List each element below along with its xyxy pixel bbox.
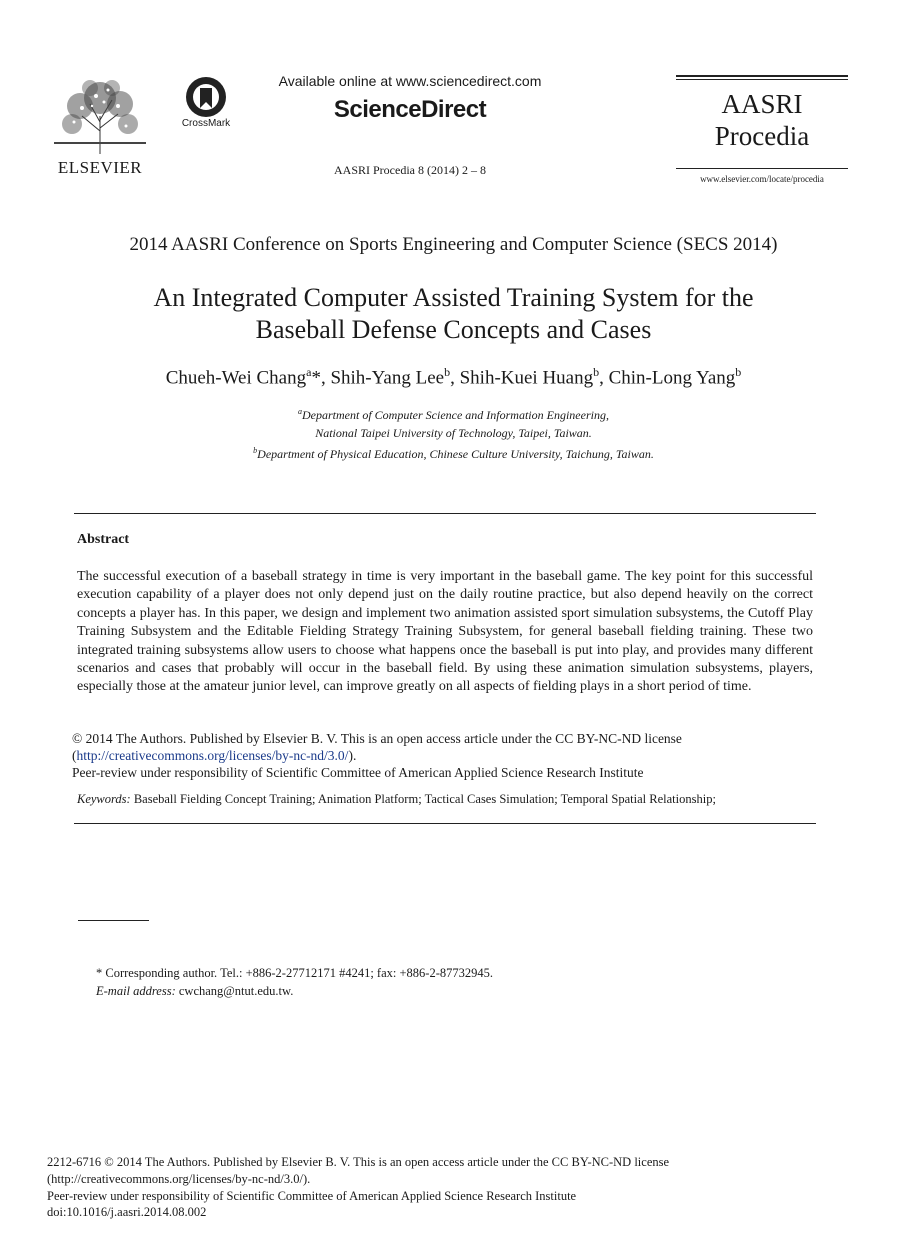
keywords-label: Keywords: <box>77 792 131 806</box>
keywords-text: Baseball Fielding Concept Training; Animation Platform; Tactical Cases Simulation; Temporal Spatial Relationship; <box>130 792 716 806</box>
author-separator: , <box>599 367 609 389</box>
author-affil-sup: b <box>444 365 451 379</box>
journal-url-link[interactable]: www.elsevier.com/locate/procedia <box>700 174 824 184</box>
license-line <box>72 747 832 764</box>
affiliation-b <box>40 442 867 464</box>
peer-review-line: Peer-review under responsibility of Scientific Committee of American Applied Science Research Institute <box>47 1188 577 1203</box>
corresponding-author-line: * Corresponding author. Tel.: +886-2-27712171 #4241; fax: +886-2-87732945. <box>96 966 493 980</box>
peer-review-line: Peer-review under responsibility of Scientific Committee of American Applied Science Research Institute <box>72 765 644 780</box>
corresponding-mark: * <box>311 367 321 389</box>
author-affil-sup: b <box>735 365 742 379</box>
journal-title-block <box>676 88 848 152</box>
available-online-text: Available online at www.sciencedirect.com <box>278 73 542 89</box>
header-rule <box>676 79 848 80</box>
affil-sup: a <box>298 407 303 416</box>
author-list <box>40 365 867 389</box>
affiliation-a-line2: National Taipei University of Technology, Taipei, Taiwan. <box>315 425 592 440</box>
conference-name: 2014 AASRI Conference on Sports Engineering and Computer Science (SECS 2014) <box>129 234 778 255</box>
author-name: Shih-Yang Lee <box>330 367 445 389</box>
license-link[interactable]: http://creativecommons.org/licenses/by-nc-nd/3.0/ <box>76 748 349 763</box>
paren: ). <box>348 748 357 763</box>
publisher-name: ELSEVIER <box>57 158 143 177</box>
issn-line: 2212-6716 © 2014 The Authors. Published by Elsevier B. V. This is an open access article under the CC BY-NC-ND license <box>47 1155 670 1169</box>
author-separator: , <box>320 367 331 389</box>
email-line <box>96 982 796 1000</box>
section-divider <box>74 513 816 514</box>
paren: ( <box>72 748 77 763</box>
copyright-notice <box>72 730 832 781</box>
author-affil-sup: a <box>306 365 312 379</box>
keywords <box>77 792 817 807</box>
sciencedirect-logo[interactable]: ScienceDirect <box>333 96 487 123</box>
journal-reference: AASRI Procedia 8 (2014) 2 – 8 <box>334 163 486 177</box>
footnote <box>96 964 796 1000</box>
author-affil-sup: b <box>593 365 600 379</box>
header-rule <box>676 168 848 169</box>
paper-title-line1: An Integrated Computer Assisted Training System for the <box>153 283 754 312</box>
doi-line[interactable]: doi:10.1016/j.aasri.2014.08.002 <box>47 1205 207 1220</box>
abstract-body: The successful execution of a baseball strategy in time is very important in the baseball game. The key point for this successful execution capability of a player does not only depend just on the daily routine practice, but also depend heavily on the correct concepts a player has. In this paper, we design and implement two animation assisted sport simulation subsystems, the Cutoff Play Training Subsystem and the Editable Fielding Strategy Training Subsystem, for general baseball fielding training. These two integrated training subsystems allow users to choose what happens once the baseball is put into play, and provides many different scenarios and cases that probably will occur in the baseball field. By using these animation simulation subsystems, players, especially those at the amateur junior level, can improve greatly on all aspects of fielding plays in a short period of time. <box>77 569 813 695</box>
author-name: Shih-Kuei Huang <box>459 367 594 389</box>
section-divider <box>74 823 816 824</box>
affiliation-a-line1: Department of Computer Science and Information Engineering, <box>302 408 609 422</box>
author-separator: , <box>450 367 460 389</box>
copyright-line: © 2014 The Authors. Published by Elsevier B. V. This is an open access article under the CC BY-NC-ND license <box>72 731 682 746</box>
crossmark-label: CrossMark <box>181 118 231 129</box>
email-address[interactable]: cwchang@ntut.edu.tw. <box>175 984 294 998</box>
footnote-rule <box>78 920 149 921</box>
journal-title-line1: AASRI <box>721 89 803 119</box>
paper-title <box>60 282 847 346</box>
affiliations <box>40 403 867 464</box>
affiliation-a <box>40 403 867 425</box>
affil-sup: b <box>253 446 258 455</box>
abstract-heading: Abstract <box>77 532 130 547</box>
journal-title-line2: Procedia <box>714 121 810 151</box>
paper-title-line2: Baseball Defense Concepts and Cases <box>255 315 652 344</box>
license-url-line[interactable]: (http://creativecommons.org/licenses/by-nc-nd/3.0/). <box>47 1171 311 1186</box>
header-rule <box>676 75 848 77</box>
email-label: E-mail address: <box>96 984 176 998</box>
author-name: Chueh-Wei Chang <box>165 367 307 389</box>
affiliation-b-line: Department of Physical Education, Chinese Culture University, Taichung, Taiwan. <box>257 447 654 461</box>
author-name: Chin-Long Yang <box>608 367 736 389</box>
page-footer <box>47 1154 867 1221</box>
